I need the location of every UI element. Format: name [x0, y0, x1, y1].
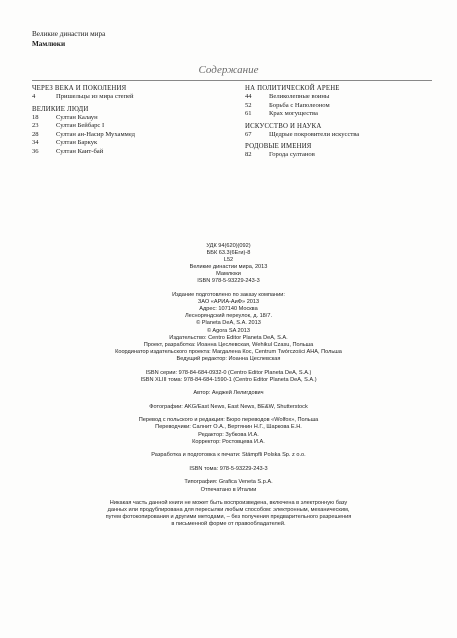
- toc-rule: [32, 80, 432, 81]
- toc-entry[interactable]: [245, 151, 445, 160]
- photo-credits: Фотографии: AKG/East News, East News, BE&W, Shutterstock: [149, 403, 308, 410]
- toc-page-number: 52: [245, 101, 252, 109]
- toc-section-heading: ИСКУССТВО И НАУКА: [245, 122, 322, 130]
- prepress-line: Разработка и подготовка к печати: Stämpfli Polska Sp. z o.o.: [151, 452, 306, 459]
- catalog-line: ББК 63.3(6Еги)-8: [206, 250, 251, 257]
- series-header: [32, 30, 105, 49]
- toc-page-number: 23: [32, 122, 39, 130]
- toc-entry-title: Султан Баркук: [56, 139, 98, 147]
- toc-page-number: 44: [245, 93, 252, 100]
- toc-entry-title: Города султанов: [269, 151, 315, 159]
- translation-line: Редактор: Зубкова И.А.: [198, 431, 259, 438]
- toc-entry[interactable]: [245, 93, 445, 102]
- printing-line: Отпечатано в Италии: [200, 486, 257, 493]
- catalog-line: L52: [223, 257, 234, 264]
- toc-entry[interactable]: [32, 93, 232, 102]
- rights-line: Никакая часть данной книги не может быть воспроизведена, включена в электронную базу: [109, 500, 348, 507]
- catalog-line: УДК 94(620)(092): [206, 243, 251, 249]
- author-line: Автор: Анджей Лелигдович: [193, 390, 264, 397]
- toc-entry-title: Пришельцы из мира степей: [56, 93, 134, 100]
- toc-page-number: 4: [32, 93, 36, 100]
- toc-entry[interactable]: [32, 122, 232, 131]
- toc-entry[interactable]: [32, 131, 232, 140]
- toc-entry-title: Султан Калаун: [56, 113, 98, 121]
- publisher-line: Координатор издательского проекта: Магдалена Кос, Centrum Twórczości AHA, Польша: [115, 348, 342, 355]
- toc-page-number: 28: [32, 130, 39, 138]
- toc-page-number: 36: [32, 147, 39, 155]
- toc-entry[interactable]: [32, 114, 232, 123]
- publisher-line: © Planeta DeA, S.A. 2013: [196, 320, 261, 327]
- toc-page-number: 18: [32, 113, 39, 121]
- isbn-volume-line: ISBN тома: 978-5-93229-243-3: [189, 465, 268, 472]
- book-title: Мамлюки: [32, 39, 66, 48]
- publisher-line: Ведущий редактор: Иоанна Цеслевская: [176, 355, 281, 362]
- series-name: Великие династии мира: [32, 30, 106, 38]
- catalog-line: ISBN 978-5-93229-243-3: [197, 278, 260, 285]
- catalog-line: Великие династии мира, 2013: [189, 264, 268, 271]
- toc-page-number: 67: [245, 130, 252, 138]
- publisher-line: Проект, разработка: Иоанна Цеслевская, Wehikul Czasu, Польша: [143, 341, 314, 348]
- catalog-line: Мамлюки: [216, 271, 241, 278]
- toc-section-heading: НА ПОЛИТИЧЕСКОЙ АРЕНЕ: [245, 85, 340, 92]
- toc-entry-title: Борьба с Наполеоном: [269, 101, 330, 109]
- toc-entry-title: Щедрые покровители искусства: [269, 130, 360, 138]
- toc-page-number: 82: [245, 151, 252, 159]
- toc-entry-title: Крах могущества: [269, 110, 318, 118]
- rights-line: данных или продублирована для пересылки любым способом: электронным, механическим,: [107, 507, 350, 514]
- publisher-line: Издание подготовлено по заказу компании:: [172, 292, 285, 299]
- translation-line: Корректор: Ростовцева И.А.: [192, 438, 265, 445]
- publisher-line: Лесноряндский переулок, д. 18/7.: [184, 313, 273, 320]
- publisher-line: Издательство: Centro Editor Planeta DeA, S.A.: [169, 334, 288, 341]
- isbn-series-line: ISBN серии: 978-84-684-0932-0 (Centro Editor Planeta DeA, S.A.): [145, 369, 312, 376]
- publisher-line: Адрес: 107140 Москва: [199, 306, 258, 313]
- imprint-block: [0, 243, 457, 529]
- toc-entry-title: Великолепные воины: [269, 93, 330, 100]
- toc-entry[interactable]: [245, 110, 445, 119]
- translation-line: Перевод с польского и редакция: Бюро переводов «Wolfox», Польша: [138, 417, 319, 424]
- isbn-series-line: ISBN XLIII тома: 978-84-684-1590-1 (Centro Editor Planeta DeA, S.A.): [140, 376, 317, 383]
- toc-entry[interactable]: [245, 102, 445, 111]
- toc-left-column: [32, 84, 232, 157]
- toc-entry[interactable]: [32, 148, 232, 157]
- publisher-line: © Agora SA 2013: [207, 327, 250, 334]
- toc-section-heading: ЧЕРЕЗ ВЕКА И ПОКОЛЕНИЯ: [32, 85, 127, 92]
- rights-line: в письменной форме от правообладателей.: [171, 521, 286, 528]
- toc-entry-title: Султан ан-Насир Мухаммед: [56, 130, 136, 138]
- toc-right-column: [245, 84, 445, 160]
- translation-line: Переводчики: Салнит О.А., Вертянин Н.Г., Шаркова Е.Н.: [155, 424, 302, 431]
- toc-entry-title: Султан Каит-бай: [56, 147, 104, 155]
- toc-section-heading: ВЕЛИКИЕ ЛЮДИ: [32, 105, 89, 113]
- rights-line: путем фотокопирования и другими методами, – без получения предварительного разрешения: [105, 514, 352, 521]
- toc-entry[interactable]: [32, 139, 232, 148]
- toc-entry[interactable]: [245, 131, 445, 140]
- toc-page-number: 61: [245, 110, 252, 118]
- toc-section-heading: РОДОВЫЕ ИМЕНИЯ: [245, 143, 312, 151]
- publisher-line: ЗАО «АРИА-АиФ» 2013: [197, 299, 260, 306]
- toc-entry-title: Султан Бейбарс I: [56, 122, 105, 130]
- toc-page-number: 34: [32, 139, 39, 147]
- printing-line: Типография: Grafica Veneta S.p.A.: [184, 479, 273, 486]
- toc-title: Содержание: [198, 64, 259, 76]
